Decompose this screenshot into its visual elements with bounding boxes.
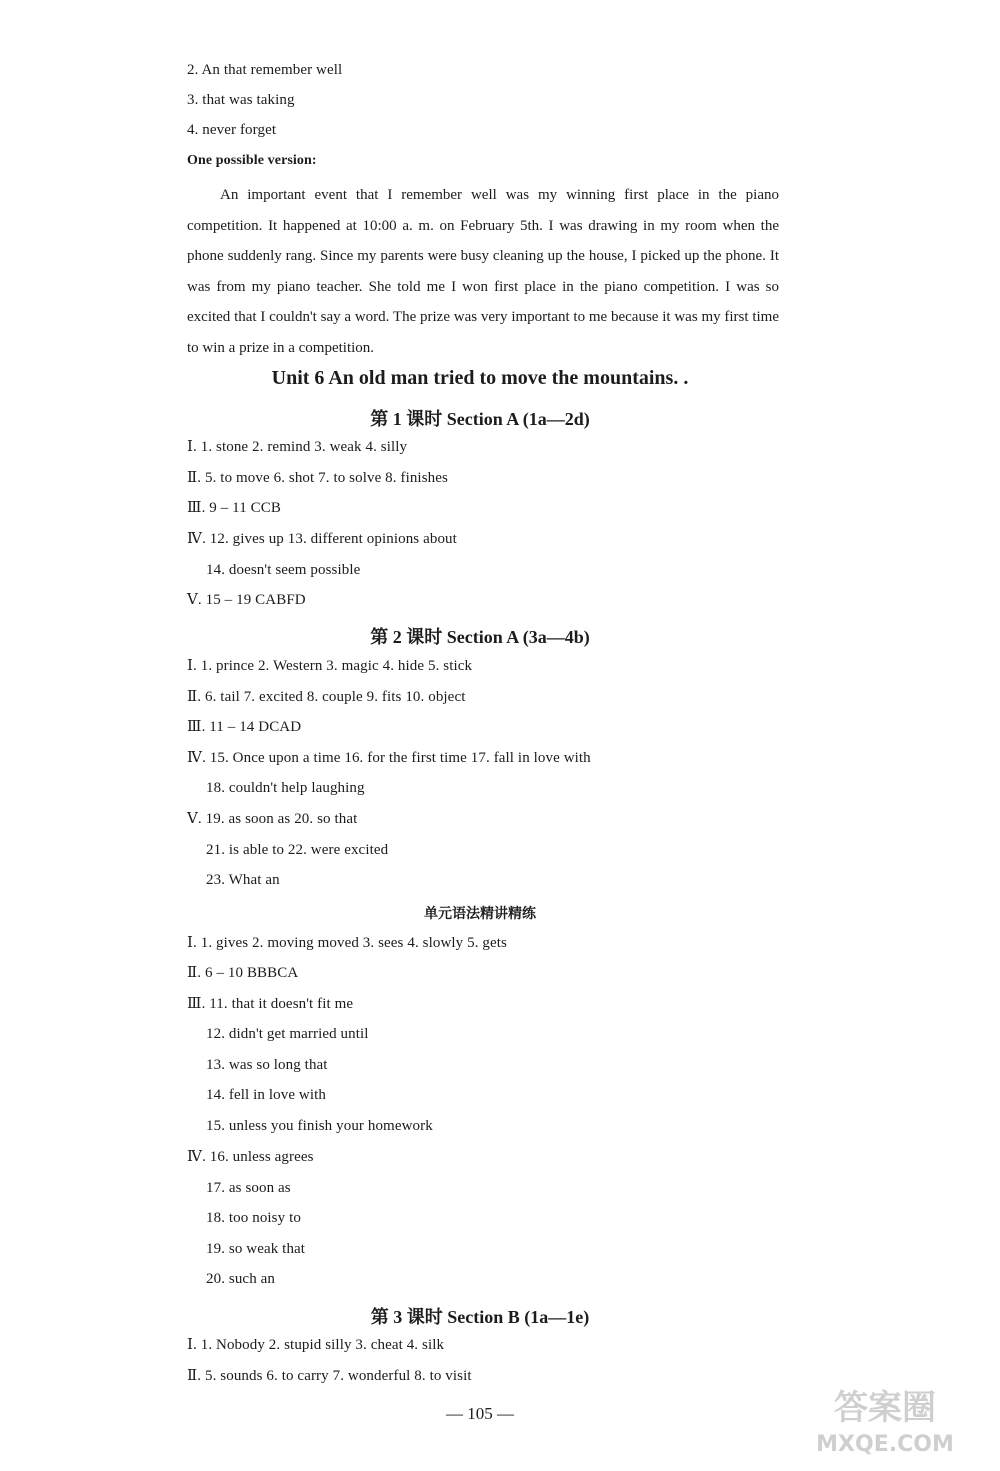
- answer-line: 14. fell in love with: [206, 1087, 326, 1103]
- answer-line: 13. was so long that: [206, 1057, 328, 1073]
- answer-line: Ⅲ. 11 – 14 DCAD: [187, 719, 302, 735]
- answer-line: Ⅲ. 11. that it doesn't fit me: [187, 996, 354, 1012]
- sample-essay: An important event that I remember well was my winning first place in the piano competition. It happened at 10:00 a. m. on February 5th. I was drawing in my room when the phone suddenly rang. Since my parents were busy cleaning up the house, I picked up the phone. It was from my piano teacher. She told me I won first place in the piano competition. I was so excited that I couldn't say a word. The prize was very important to me because it was my first time to win a prize in a competition.: [187, 187, 779, 356]
- answer-line: Ⅳ. 12. gives up 13. different opinions about: [187, 531, 457, 547]
- answer-line: Ⅰ. 1. stone 2. remind 3. weak 4. silly: [187, 439, 408, 455]
- answer-line: 12. didn't get married until: [206, 1026, 369, 1042]
- possible-version-label: One possible version:: [187, 153, 317, 168]
- answer-line: 15. unless you finish your homework: [206, 1118, 433, 1134]
- answer-line: Ⅱ. 5. sounds 6. to carry 7. wonderful 8. to visit: [187, 1368, 472, 1384]
- answer-line: Ⅰ. 1. Nobody 2. stupid silly 3. cheat 4. silk: [187, 1337, 445, 1353]
- answer-line: 14. doesn't seem possible: [206, 562, 361, 578]
- answer-line: 18. too noisy to: [206, 1210, 301, 1226]
- answer-line: 18. couldn't help laughing: [206, 780, 365, 796]
- answer-line: 2. An that remember well: [187, 62, 343, 78]
- watermark-logo: [800, 1381, 970, 1459]
- answer-line: 17. as soon as: [206, 1180, 291, 1196]
- lesson-3-title: 第 3 课时 Section B (1a—1e): [370, 1307, 590, 1327]
- answer-line: Ⅳ. 16. unless agrees: [187, 1149, 314, 1165]
- answer-line: Ⅱ. 6. tail 7. excited 8. couple 9. fits 10. object: [187, 689, 466, 705]
- answer-line: Ⅰ. 1. gives 2. moving moved 3. sees 4. slowly 5. gets: [187, 935, 507, 951]
- answer-line: 3. that was taking: [187, 92, 295, 108]
- grammar-section-title: 单元语法精讲精练: [424, 907, 536, 922]
- answer-line: 4. never forget: [187, 122, 277, 138]
- page-number: — 105 —: [446, 1404, 514, 1423]
- lesson-2-title: 第 2 课时 Section A (3a—4b): [370, 627, 590, 647]
- unit-title: Unit 6 An old man tried to move the mountains. .: [271, 367, 689, 389]
- watermark-domain: MXQE.COM: [816, 1432, 954, 1457]
- answer-line: Ⅳ. 15. Once upon a time 16. for the first time 17. fall in love with: [187, 750, 591, 766]
- lesson-1-title: 第 1 课时 Section A (1a—2d): [370, 409, 590, 429]
- answer-line: Ⅱ. 6 – 10 BBBCA: [187, 965, 299, 981]
- answer-line: 20. such an: [206, 1271, 276, 1287]
- answer-line: Ⅴ. 19. as soon as 20. so that: [187, 811, 358, 827]
- answer-line: Ⅲ. 9 – 11 CCB: [187, 500, 281, 516]
- answer-line: Ⅱ. 5. to move 6. shot 7. to solve 8. finishes: [187, 470, 448, 486]
- watermark-text: 答案圈: [834, 1388, 936, 1428]
- answer-line: Ⅴ. 15 – 19 CABFD: [187, 592, 306, 608]
- answer-line: 23. What an: [206, 872, 280, 888]
- answer-line: 21. is able to 22. were excited: [206, 842, 389, 858]
- answer-line: 19. so weak that: [206, 1241, 306, 1257]
- answer-line: Ⅰ. 1. prince 2. Western 3. magic 4. hide 5. stick: [187, 658, 473, 674]
